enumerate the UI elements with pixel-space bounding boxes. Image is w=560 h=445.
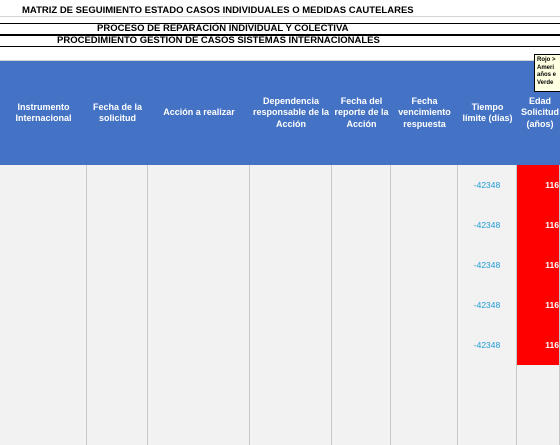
cell-tiempo-limite[interactable]: -42348 (458, 205, 517, 245)
cell-dependencia[interactable] (250, 365, 332, 405)
cell-tiempo-limite[interactable] (458, 365, 517, 405)
cell-edad-solicitud[interactable]: 116 (517, 205, 560, 245)
table-row (0, 165, 560, 205)
cell-dependencia[interactable] (250, 325, 332, 365)
cell-accion[interactable] (148, 365, 250, 405)
cell-instrumento[interactable] (0, 165, 87, 205)
spacer-row[interactable] (0, 48, 560, 61)
cell-tiempo-limite[interactable]: -42348 (458, 245, 517, 285)
cell-edad-solicitud[interactable]: 116 (517, 245, 560, 285)
cell-tiempo-limite[interactable]: -42348 (458, 165, 517, 205)
cell-instrumento[interactable] (0, 285, 87, 325)
cell-comment-note: Rojo > Ameri años e Verde (534, 54, 560, 92)
cell-edad-solicitud[interactable]: 116 (517, 165, 560, 205)
cell-fecha-solicitud[interactable] (87, 325, 148, 365)
header-instrumento[interactable]: Instrumento Internacional (15, 101, 72, 123)
cell-edad-solicitud[interactable] (517, 405, 560, 445)
cell-dependencia[interactable] (250, 165, 332, 205)
cell-edad-solicitud[interactable]: 116 (517, 325, 560, 365)
header-fecha-reporte[interactable]: Fecha del reporte de la Acción (334, 95, 389, 129)
cell-fecha-reporte[interactable] (332, 405, 391, 445)
cell-fecha-vencimiento[interactable] (391, 285, 458, 325)
cell-fecha-solicitud[interactable] (87, 245, 148, 285)
cell-fecha-reporte[interactable] (332, 165, 391, 205)
cell-dependencia[interactable] (250, 205, 332, 245)
cell-dependencia[interactable] (250, 285, 332, 325)
cell-fecha-solicitud[interactable] (87, 285, 148, 325)
cell-fecha-solicitud[interactable] (87, 365, 148, 405)
cell-fecha-vencimiento[interactable] (391, 365, 458, 405)
cell-fecha-solicitud[interactable] (87, 405, 148, 445)
cell-dependencia[interactable] (250, 245, 332, 285)
sheet-title[interactable]: MATRIZ DE SEGUIMIENTO ESTADO CASOS INDIVIDUALES O MEDIDAS CAUTELARES (0, 5, 560, 17)
cell-fecha-reporte[interactable] (332, 205, 391, 245)
cell-fecha-vencimiento[interactable] (391, 405, 458, 445)
cell-fecha-reporte[interactable] (332, 245, 391, 285)
table-row (0, 365, 560, 405)
cell-instrumento[interactable] (0, 365, 87, 405)
cell-fecha-vencimiento[interactable] (391, 245, 458, 285)
header-accion[interactable]: Acción a realizar (163, 107, 235, 118)
column-header-row (0, 61, 560, 165)
cell-fecha-vencimiento[interactable] (391, 325, 458, 365)
header-edad-solicitud[interactable]: Edad Solicitud (años) (521, 95, 559, 129)
cell-dependencia[interactable] (250, 405, 332, 445)
cell-tiempo-limite[interactable] (458, 405, 517, 445)
cell-accion[interactable] (148, 325, 250, 365)
cell-fecha-solicitud[interactable] (87, 165, 148, 205)
header-dependencia[interactable]: Dependencia responsable de la Acción (252, 95, 330, 129)
cell-tiempo-limite[interactable]: -42348 (458, 285, 517, 325)
cell-accion[interactable] (148, 205, 250, 245)
cell-edad-solicitud[interactable] (517, 365, 560, 405)
cell-accion[interactable] (148, 405, 250, 445)
header-fecha-solicitud[interactable]: Fecha de la solicitud (92, 101, 143, 123)
table-row (0, 285, 560, 325)
cell-tiempo-limite[interactable]: -42348 (458, 325, 517, 365)
cell-instrumento[interactable] (0, 245, 87, 285)
cell-fecha-solicitud[interactable] (87, 205, 148, 245)
cell-fecha-reporte[interactable] (332, 365, 391, 405)
cell-fecha-reporte[interactable] (332, 285, 391, 325)
table-row (0, 405, 560, 445)
cell-fecha-reporte[interactable] (332, 325, 391, 365)
table-row (0, 325, 560, 365)
header-tiempo-limite[interactable]: Tiempo límite (días) (462, 101, 513, 123)
cell-accion[interactable] (148, 245, 250, 285)
cell-instrumento[interactable] (0, 405, 87, 445)
cell-fecha-vencimiento[interactable] (391, 205, 458, 245)
cell-fecha-vencimiento[interactable] (391, 165, 458, 205)
header-fecha-vencimiento[interactable]: Fecha vencimiento respuesta (398, 95, 451, 129)
procedure-title[interactable]: PROCEDIMIENTO GESTIÓN DE CASOS SISTEMAS INTERNACIONALES (0, 35, 560, 47)
process-title[interactable]: PROCESO DE REPARACIÓN INDIVIDUAL Y COLECTIVA (0, 23, 560, 35)
cell-accion[interactable] (148, 165, 250, 205)
cell-instrumento[interactable] (0, 325, 87, 365)
cell-instrumento[interactable] (0, 205, 87, 245)
cell-edad-solicitud[interactable]: 116 (517, 285, 560, 325)
cell-accion[interactable] (148, 285, 250, 325)
data-table (0, 165, 560, 445)
table-row (0, 245, 560, 285)
table-row (0, 205, 560, 245)
